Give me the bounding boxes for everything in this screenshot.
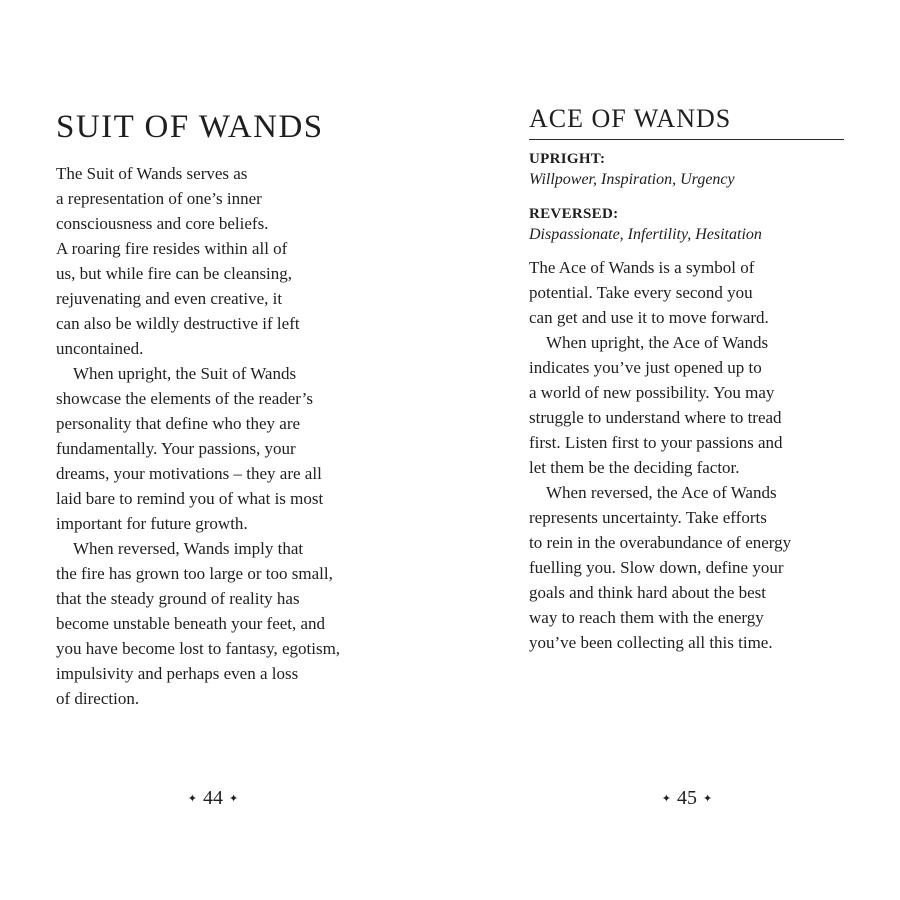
text-line: let them be the deciding factor. <box>529 458 740 477</box>
text-line: When reversed, the Ace of Wands <box>546 483 777 502</box>
text-line: indicates you’ve just opened up to <box>529 358 762 377</box>
text-line: a representation of one’s inner <box>56 189 262 208</box>
text-line: consciousness and core beliefs. <box>56 214 269 233</box>
upright-label: UPRIGHT: <box>529 151 606 167</box>
text-line: can also be wildly destructive if left <box>56 314 300 333</box>
text-line: you’ve been collecting all this time. <box>529 633 773 652</box>
card-title: ACE OF WANDS <box>529 104 732 133</box>
text-line: that the steady ground of reality has <box>56 589 300 608</box>
text-line: first. Listen first to your passions and <box>529 433 783 452</box>
reversed-keywords: Dispassionate, Infertility, Hesitation <box>529 226 762 243</box>
text-line: to rein in the overabundance of energy <box>529 533 792 552</box>
text-line: way to reach them with the energy <box>529 608 764 627</box>
text-line: you have become lost to fantasy, egotism, <box>56 639 341 658</box>
upright-keywords: Willpower, Inspiration, Urgency <box>529 171 735 188</box>
star-ornament-icon: ✦ <box>703 793 713 805</box>
text-line: The Ace of Wands is a symbol of <box>529 258 755 277</box>
page-number: 45 <box>677 787 697 809</box>
text-line: showcase the elements of the reader’s <box>56 389 313 408</box>
text-line: important for future growth. <box>56 514 248 533</box>
reversed-block <box>529 205 859 245</box>
text-line: A roaring fire resides within all of <box>56 239 288 258</box>
text-line: become unstable beneath your feet, and <box>56 614 326 633</box>
text-line: struggle to understand where to tread <box>529 408 782 427</box>
upright-block <box>529 150 859 190</box>
text-line: When upright, the Suit of Wands <box>73 364 297 383</box>
page-number-left <box>153 785 273 812</box>
text-line: of direction. <box>56 689 140 708</box>
text-line: potential. Take every second you <box>529 283 753 302</box>
body-text <box>529 255 859 655</box>
page-title: SUIT OF WANDS <box>56 109 324 145</box>
text-line: us, but while fire can be cleansing, <box>56 264 293 283</box>
text-line: goals and think hard about the best <box>529 583 767 602</box>
text-line: impulsivity and perhaps even a loss <box>56 664 299 683</box>
page-number-right <box>627 785 747 812</box>
text-line: When reversed, Wands imply that <box>73 539 304 558</box>
text-line: uncontained. <box>56 339 144 358</box>
text-line: dreams, your motivations – they are all <box>56 464 322 483</box>
text-line: fuelling you. Slow down, define your <box>529 558 784 577</box>
text-line: personality that define who they are <box>56 414 301 433</box>
star-ornament-icon: ✦ <box>187 793 197 805</box>
text-line: fundamentally. Your passions, your <box>56 439 296 458</box>
title-rule <box>529 139 844 140</box>
star-ornament-icon: ✦ <box>229 793 239 805</box>
text-line: laid bare to remind you of what is most <box>56 489 324 508</box>
text-line: The Suit of Wands serves as <box>56 164 248 183</box>
body-text <box>56 161 386 711</box>
text-line: rejuvenating and even creative, it <box>56 289 283 308</box>
text-line: the fire has grown too large or too small, <box>56 564 333 583</box>
text-line: can get and use it to move forward. <box>529 308 769 327</box>
page-number: 44 <box>203 787 223 809</box>
reversed-label: REVERSED: <box>529 206 619 222</box>
star-ornament-icon: ✦ <box>661 793 671 805</box>
text-line: represents uncertainty. Take efforts <box>529 508 767 527</box>
text-line: When upright, the Ace of Wands <box>546 333 769 352</box>
text-line: a world of new possibility. You may <box>529 383 775 402</box>
